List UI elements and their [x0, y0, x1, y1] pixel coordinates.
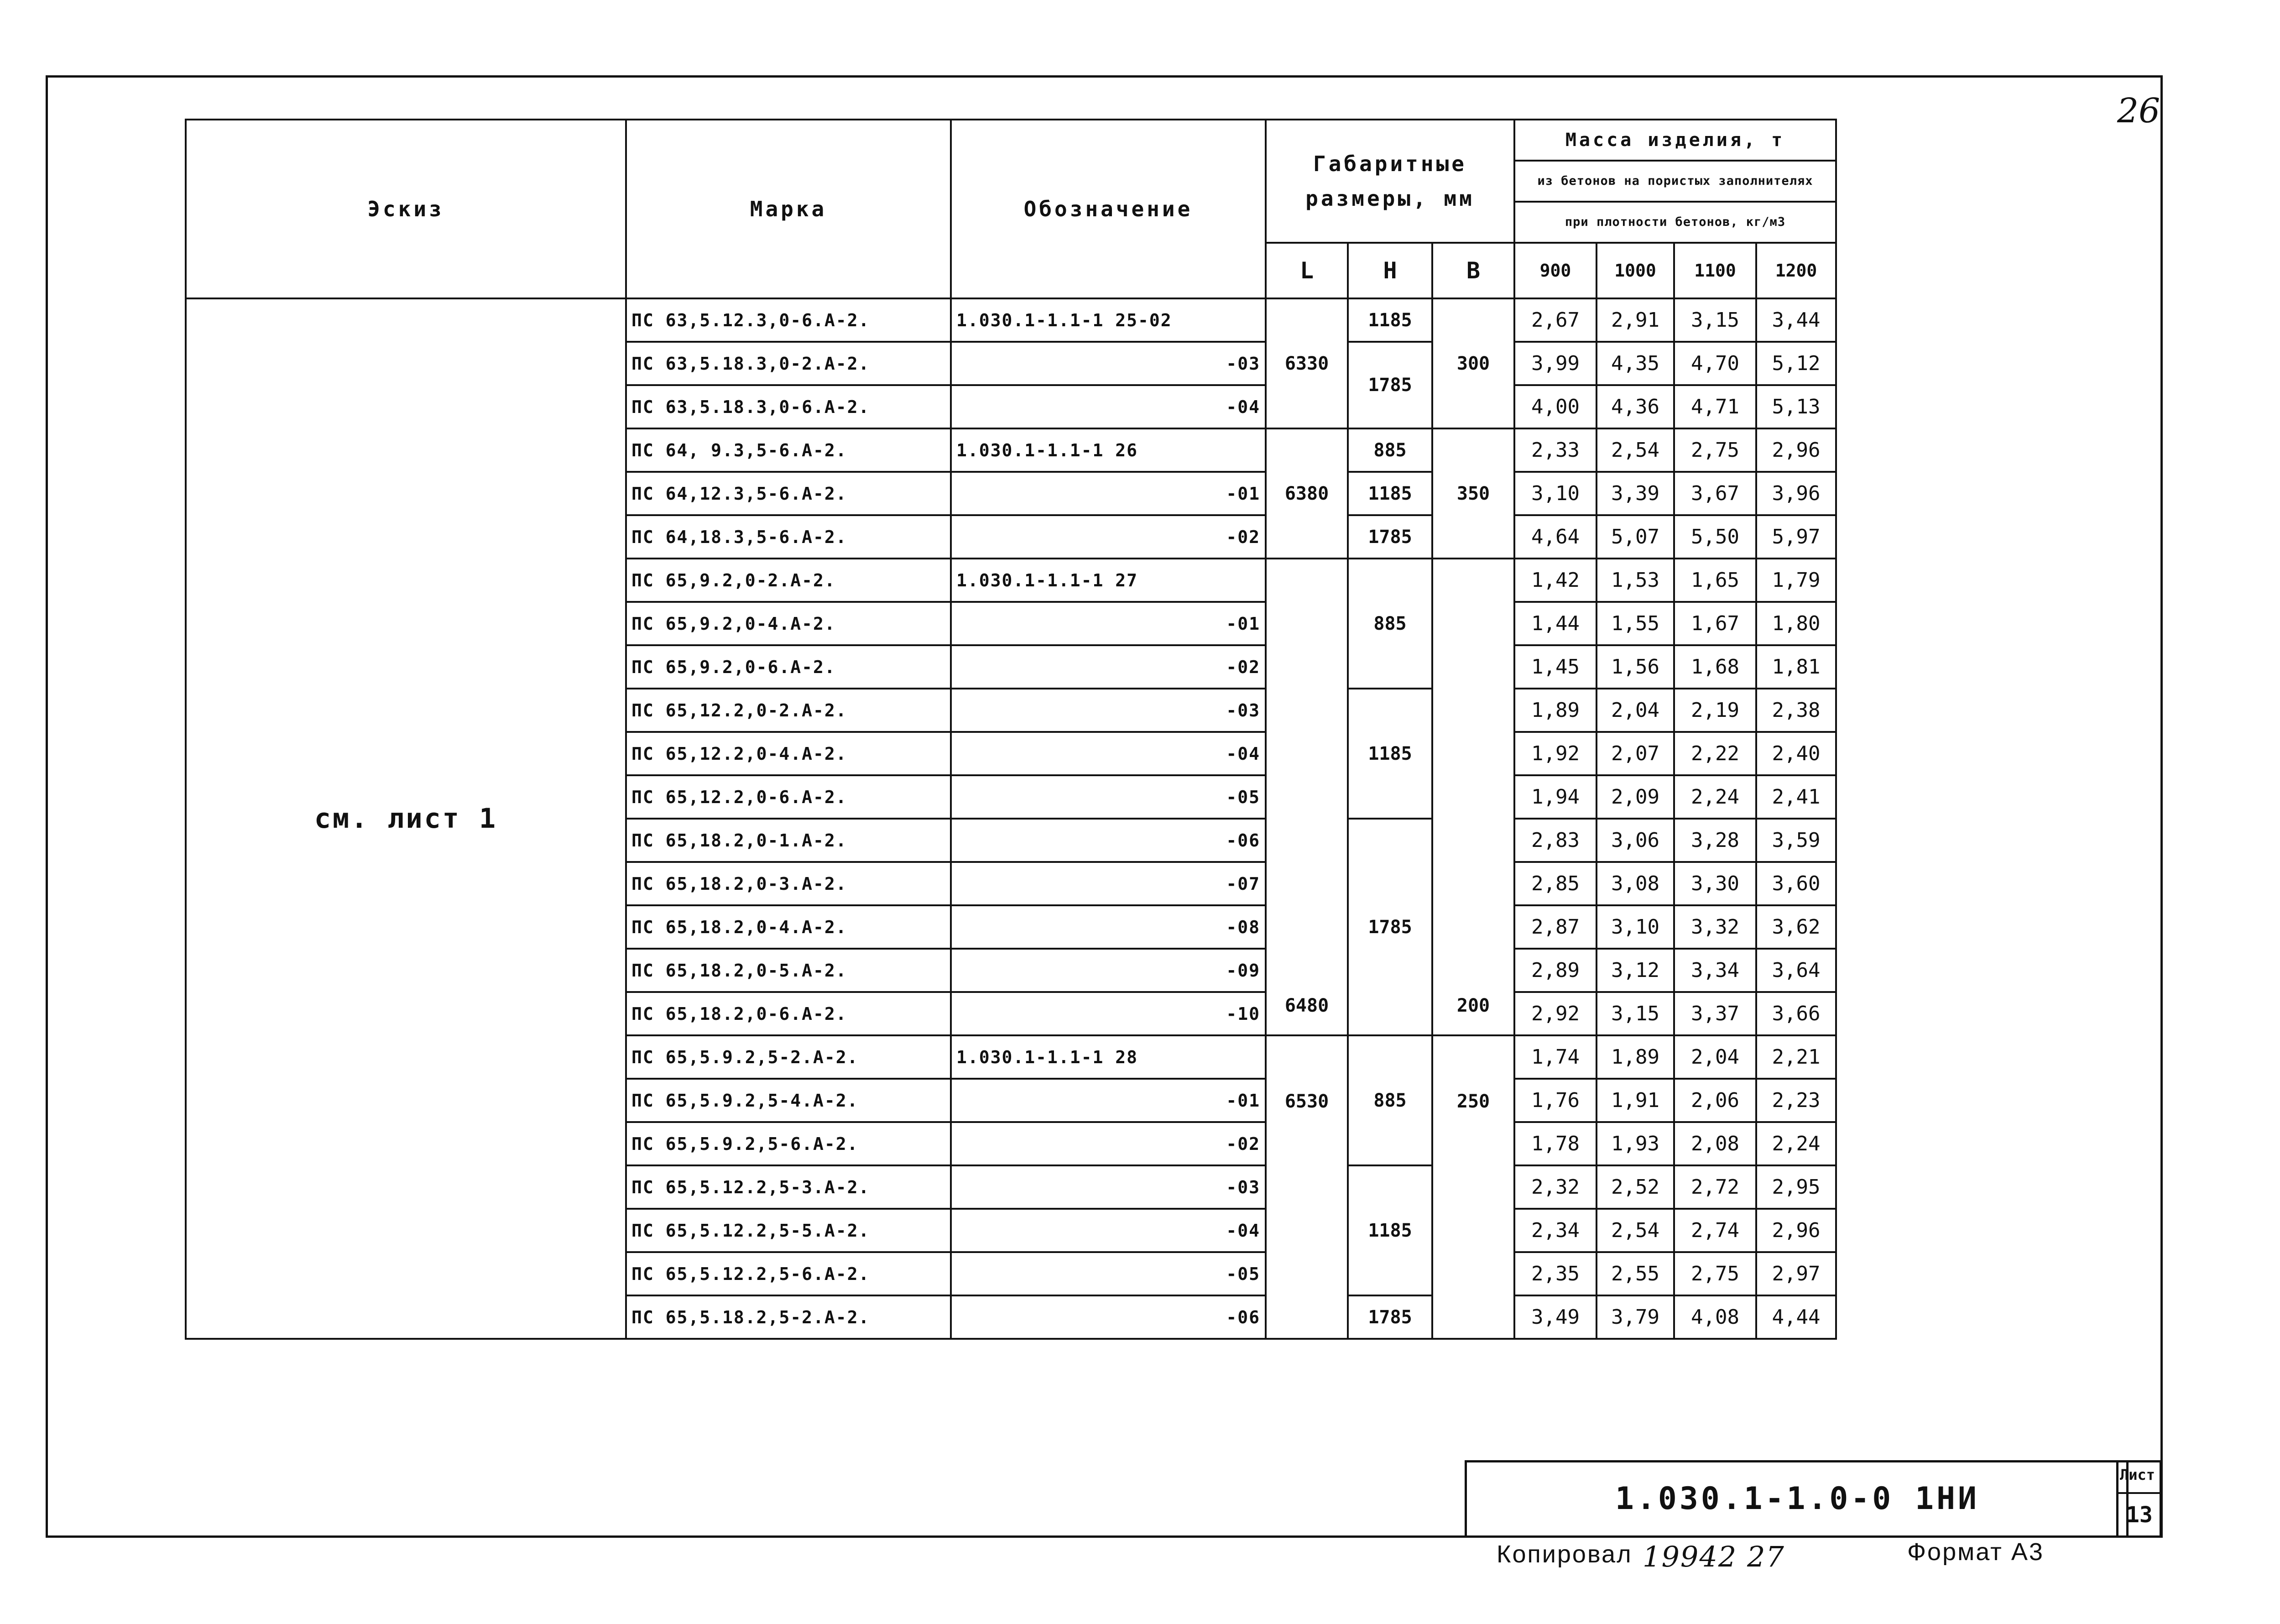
dim-H: 885: [1348, 428, 1432, 472]
mass-1000: 2,07: [1597, 732, 1674, 775]
header-H: H: [1348, 243, 1432, 298]
mass-1000: 2,54: [1597, 428, 1674, 472]
mass-1000: 3,08: [1597, 862, 1674, 905]
mass-1200: 3,62: [1756, 905, 1836, 949]
mass-1100: 5,50: [1674, 515, 1756, 559]
document-code: 1.030.1-1.0-0 1НИ: [1615, 1481, 1979, 1517]
mass-1200: 1,81: [1756, 645, 1836, 689]
mass-900: 4,00: [1514, 385, 1597, 428]
mass-1100: 3,30: [1674, 862, 1756, 905]
row-designation: -02: [951, 645, 1266, 689]
dim-H: 885: [1348, 559, 1432, 689]
mass-1200: 2,96: [1756, 1209, 1836, 1252]
mass-1000: 2,55: [1597, 1252, 1674, 1295]
mass-1100: 3,28: [1674, 819, 1756, 862]
sheet-box-divider: [2118, 1492, 2160, 1494]
mass-1100: 3,15: [1674, 298, 1756, 342]
dim-H: 1785: [1348, 342, 1432, 428]
mass-1200: 3,44: [1756, 298, 1836, 342]
mass-1100: 2,22: [1674, 732, 1756, 775]
mass-900: 1,76: [1514, 1079, 1597, 1122]
row-mark: ПС 64, 9.3,5-6.А-2.: [626, 428, 951, 472]
mass-1000: 2,54: [1597, 1209, 1674, 1252]
mass-900: 2,67: [1514, 298, 1597, 342]
header-dims: Габаритные размеры, мм: [1266, 120, 1514, 243]
header-designation: Обозначение: [951, 120, 1266, 298]
row-mark: ПС 63,5.18.3,0-6.А-2.: [626, 385, 951, 428]
mass-1200: 3,66: [1756, 992, 1836, 1035]
row-designation: -04: [951, 1209, 1266, 1252]
row-designation: -05: [951, 1252, 1266, 1295]
row-mark: ПС 63,5.12.3,0-6.А-2.: [626, 298, 951, 342]
dim-L: 6480: [1266, 559, 1348, 1035]
mass-900: 2,87: [1514, 905, 1597, 949]
mass-1200: 2,95: [1756, 1165, 1836, 1209]
mass-1200: 2,96: [1756, 428, 1836, 472]
mass-1200: 5,13: [1756, 385, 1836, 428]
row-designation: -10: [951, 992, 1266, 1035]
mass-1000: 4,35: [1597, 342, 1674, 385]
mass-900: 2,32: [1514, 1165, 1597, 1209]
mass-1100: 1,67: [1674, 602, 1756, 645]
dim-B: 200: [1432, 559, 1514, 1035]
mass-900: 1,44: [1514, 602, 1597, 645]
mass-1200: 2,38: [1756, 689, 1836, 732]
mass-1100: 1,68: [1674, 645, 1756, 689]
row-designation: -01: [951, 602, 1266, 645]
mass-1000: 3,15: [1597, 992, 1674, 1035]
dim-L: 6330: [1266, 298, 1348, 428]
mass-1000: 2,04: [1597, 689, 1674, 732]
header-concrete: из бетонов на пористых заполнителях: [1514, 161, 1836, 202]
dim-B: 350: [1432, 428, 1514, 559]
row-mark: ПС 65,12.2,0-6.А-2.: [626, 775, 951, 819]
mass-900: 1,94: [1514, 775, 1597, 819]
row-mark: ПС 65,18.2,0-5.А-2.: [626, 949, 951, 992]
sheet-number: 13: [2126, 1502, 2153, 1528]
row-mark: ПС 65,18.2,0-6.А-2.: [626, 992, 951, 1035]
mass-1100: 3,37: [1674, 992, 1756, 1035]
dim-H: 1185: [1348, 298, 1432, 342]
row-designation: -08: [951, 905, 1266, 949]
header-density-1000: 1000: [1597, 243, 1674, 298]
mass-1100: 4,70: [1674, 342, 1756, 385]
row-mark: ПС 65,5.9.2,5-2.А-2.: [626, 1035, 951, 1079]
dim-H: 1785: [1348, 515, 1432, 559]
dim-H: 1185: [1348, 472, 1432, 515]
row-mark: ПС 65,18.2,0-4.А-2.: [626, 905, 951, 949]
mass-1200: 3,64: [1756, 949, 1836, 992]
dim-L: 6380: [1266, 428, 1348, 559]
mass-900: 3,49: [1514, 1295, 1597, 1339]
header-density-1100: 1100: [1674, 243, 1756, 298]
row-designation: -09: [951, 949, 1266, 992]
mass-1000: 2,91: [1597, 298, 1674, 342]
mass-1100: 2,24: [1674, 775, 1756, 819]
mass-900: 1,78: [1514, 1122, 1597, 1165]
mass-900: 2,85: [1514, 862, 1597, 905]
row-designation: 1.030.1-1.1-1 28: [951, 1035, 1266, 1079]
header-density-1200: 1200: [1756, 243, 1836, 298]
mass-1200: 3,60: [1756, 862, 1836, 905]
sheet-label: Лист: [2120, 1466, 2155, 1483]
mass-1200: 2,24: [1756, 1122, 1836, 1165]
mass-900: 2,33: [1514, 428, 1597, 472]
mass-1100: 3,34: [1674, 949, 1756, 992]
mass-1100: 2,06: [1674, 1079, 1756, 1122]
row-mark: ПС 65,9.2,0-6.А-2.: [626, 645, 951, 689]
mass-900: 4,64: [1514, 515, 1597, 559]
row-mark: ПС 65,5.9.2,5-4.А-2.: [626, 1079, 951, 1122]
header-mark: Марка: [626, 120, 951, 298]
copied-label: Копировал: [1497, 1540, 1633, 1568]
mass-900: 2,92: [1514, 992, 1597, 1035]
mass-1100: 2,74: [1674, 1209, 1756, 1252]
mass-1100: 1,65: [1674, 559, 1756, 602]
mass-900: 1,45: [1514, 645, 1597, 689]
row-designation: -05: [951, 775, 1266, 819]
mass-1100: 2,19: [1674, 689, 1756, 732]
mass-1000: 3,39: [1597, 472, 1674, 515]
row-designation: -01: [951, 1079, 1266, 1122]
mass-1200: 2,23: [1756, 1079, 1836, 1122]
row-designation: -04: [951, 385, 1266, 428]
mass-1200: 1,79: [1756, 559, 1836, 602]
row-designation: -01: [951, 472, 1266, 515]
row-mark: ПС 64,18.3,5-6.А-2.: [626, 515, 951, 559]
header-mass: Масса изделия, т: [1514, 120, 1836, 161]
mass-1200: 2,40: [1756, 732, 1836, 775]
specification-table: [185, 119, 1837, 1340]
mass-1100: 2,75: [1674, 1252, 1756, 1295]
mass-1200: 5,97: [1756, 515, 1836, 559]
row-designation: 1.030.1-1.1-1 27: [951, 559, 1266, 602]
row-designation: -02: [951, 1122, 1266, 1165]
dim-H: 1785: [1348, 819, 1432, 1035]
mass-1100: 4,08: [1674, 1295, 1756, 1339]
row-mark: ПС 65,12.2,0-2.А-2.: [626, 689, 951, 732]
mass-900: 2,35: [1514, 1252, 1597, 1295]
mass-1000: 4,36: [1597, 385, 1674, 428]
mass-1000: 3,10: [1597, 905, 1674, 949]
mass-1100: 2,72: [1674, 1165, 1756, 1209]
mass-1100: 2,75: [1674, 428, 1756, 472]
dim-B: 300: [1432, 298, 1514, 428]
row-designation: -06: [951, 1295, 1266, 1339]
mass-900: 1,92: [1514, 732, 1597, 775]
mass-900: 3,99: [1514, 342, 1597, 385]
row-mark: ПС 63,5.18.3,0-2.А-2.: [626, 342, 951, 385]
row-mark: ПС 65,5.9.2,5-6.А-2.: [626, 1122, 951, 1165]
mass-1200: 2,41: [1756, 775, 1836, 819]
row-mark: ПС 65,5.12.2,5-6.А-2.: [626, 1252, 951, 1295]
mass-1100: 3,67: [1674, 472, 1756, 515]
dim-H: 1785: [1348, 1295, 1432, 1339]
mass-1200: 1,80: [1756, 602, 1836, 645]
mass-900: 3,10: [1514, 472, 1597, 515]
row-mark: ПС 64,12.3,5-6.А-2.: [626, 472, 951, 515]
mass-1000: 1,89: [1597, 1035, 1674, 1079]
mass-1200: 4,44: [1756, 1295, 1836, 1339]
mass-900: 1,74: [1514, 1035, 1597, 1079]
row-mark: ПС 65,9.2,0-4.А-2.: [626, 602, 951, 645]
table-row: [186, 298, 1836, 342]
row-designation: -03: [951, 1165, 1266, 1209]
mass-1000: 1,56: [1597, 645, 1674, 689]
mass-1100: 2,04: [1674, 1035, 1756, 1079]
mass-1000: 3,79: [1597, 1295, 1674, 1339]
mass-1000: 1,91: [1597, 1079, 1674, 1122]
row-designation: -07: [951, 862, 1266, 905]
mass-900: 2,34: [1514, 1209, 1597, 1252]
row-mark: ПС 65,5.12.2,5-3.А-2.: [626, 1165, 951, 1209]
mass-1200: 2,97: [1756, 1252, 1836, 1295]
dim-H: 885: [1348, 1035, 1432, 1165]
mass-1100: 3,32: [1674, 905, 1756, 949]
mass-1000: 1,55: [1597, 602, 1674, 645]
mass-1000: 5,07: [1597, 515, 1674, 559]
row-designation: -06: [951, 819, 1266, 862]
row-designation: 1.030.1-1.1-1 25-02: [951, 298, 1266, 342]
dim-B: 250: [1432, 1035, 1514, 1339]
mass-1200: 2,21: [1756, 1035, 1836, 1079]
header-L: L: [1266, 243, 1348, 298]
mass-1100: 2,08: [1674, 1122, 1756, 1165]
row-designation: -03: [951, 689, 1266, 732]
header-density: при плотности бетонов, кг/м3: [1514, 202, 1836, 243]
row-designation: -03: [951, 342, 1266, 385]
sketch-reference: см. лист 1: [186, 298, 626, 1339]
row-designation: -04: [951, 732, 1266, 775]
row-designation: 1.030.1-1.1-1 26: [951, 428, 1266, 472]
page-number: 26: [2117, 91, 2160, 131]
mass-900: 2,83: [1514, 819, 1597, 862]
copy-number: 19942 27: [1643, 1540, 1785, 1573]
header-sketch: Эскиз: [186, 120, 626, 298]
mass-1000: 3,12: [1597, 949, 1674, 992]
dim-H: 1185: [1348, 689, 1432, 819]
dim-H: 1185: [1348, 1165, 1432, 1295]
row-mark: ПС 65,18.2,0-1.А-2.: [626, 819, 951, 862]
mass-1100: 4,71: [1674, 385, 1756, 428]
mass-1200: 3,59: [1756, 819, 1836, 862]
header-density-900: 900: [1514, 243, 1597, 298]
row-mark: ПС 65,5.12.2,5-5.А-2.: [626, 1209, 951, 1252]
mass-900: 2,89: [1514, 949, 1597, 992]
row-mark: ПС 65,9.2,0-2.А-2.: [626, 559, 951, 602]
mass-900: 1,42: [1514, 559, 1597, 602]
row-mark: ПС 65,5.18.2,5-2.А-2.: [626, 1295, 951, 1339]
mass-1000: 3,06: [1597, 819, 1674, 862]
mass-900: 1,89: [1514, 689, 1597, 732]
mass-1000: 2,52: [1597, 1165, 1674, 1209]
row-mark: ПС 65,12.2,0-4.А-2.: [626, 732, 951, 775]
row-designation: -02: [951, 515, 1266, 559]
mass-1000: 1,93: [1597, 1122, 1674, 1165]
row-mark: ПС 65,18.2,0-3.А-2.: [626, 862, 951, 905]
format-label: Формат А3: [1907, 1538, 2044, 1566]
dim-L: 6530: [1266, 1035, 1348, 1339]
header-B: B: [1432, 243, 1514, 298]
mass-1200: 3,96: [1756, 472, 1836, 515]
mass-1000: 2,09: [1597, 775, 1674, 819]
mass-1000: 1,53: [1597, 559, 1674, 602]
mass-1200: 5,12: [1756, 342, 1836, 385]
